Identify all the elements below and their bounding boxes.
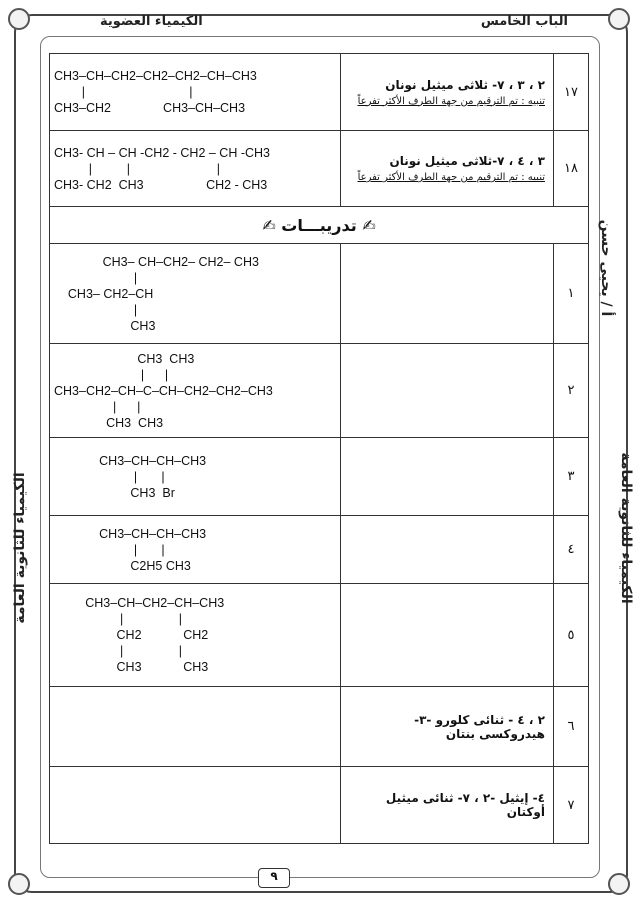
table-row — [50, 54, 589, 131]
table-row — [50, 516, 589, 584]
header-subject: الكيمياء العضوية — [100, 14, 203, 29]
corner-flower-icon — [8, 8, 30, 30]
compound-name: ٢ ، ٣ ، ٧- ثلاثى ميثيل نونان — [385, 77, 545, 92]
trainings-heading: ✍ تدريبـــات ✍ — [50, 207, 589, 244]
compound-name: ٣ ، ٤ ، ٧-ثلاثى ميثيل نونان — [389, 154, 545, 168]
formula-cell — [50, 687, 341, 767]
corner-flower-icon — [8, 873, 30, 895]
sidebar-author: أ / يحيى حسن — [598, 219, 614, 317]
table-row — [50, 687, 589, 767]
table-row — [50, 767, 589, 844]
table-row — [50, 207, 589, 244]
row-number: ٥ — [554, 584, 589, 687]
formula-cell: CH3–CH–CH2–CH–CH3 | | CH2 CH2 | | CH3 CH3 — [50, 584, 341, 687]
name-cell — [341, 516, 554, 584]
table-row — [50, 438, 589, 516]
name-cell — [341, 131, 554, 207]
name-cell: ٢ ، ٤ - ثنائى كلورو -٣- هيدروكسى بنتان — [341, 687, 554, 767]
nomenclature-table — [49, 53, 589, 844]
table-row — [50, 584, 589, 687]
name-cell — [341, 438, 554, 516]
corner-flower-icon — [608, 8, 630, 30]
formula-cell: CH3– CH–CH2– CH2– CH3 | CH3– CH2–CH | CH3 — [50, 244, 341, 344]
table-row — [50, 131, 589, 207]
corner-flower-icon — [608, 873, 630, 895]
row-number: ١٧ — [554, 54, 589, 131]
name-cell: ٤- إيثيل -٢ ، ٧- ثنائى ميثيل أوكتان — [341, 767, 554, 844]
sidebar-course-left: الكيمياء للثانوية العامة — [12, 472, 28, 624]
name-cell — [341, 54, 554, 131]
sidebar-course-right: الكيمياء للثانوية العامة — [618, 452, 634, 604]
page-number: ٩ — [258, 868, 290, 888]
name-cell — [341, 244, 554, 344]
table-row — [50, 344, 589, 438]
formula-cell: CH3–CH–CH–CH3 | | CH3 Br — [50, 438, 341, 516]
formula-cell: CH3–CH–CH–CH3 | | C2H5 CH3 — [50, 516, 341, 584]
row-number: ٢ — [554, 344, 589, 438]
table-row — [50, 244, 589, 344]
name-cell — [341, 344, 554, 438]
row-number: ٧ — [554, 767, 589, 844]
name-cell — [341, 584, 554, 687]
formula-cell — [50, 767, 341, 844]
row-number: ٣ — [554, 438, 589, 516]
note-text: تنبيه : تم الترقيم من جهة الطرف الأكثر تفرعاً — [357, 172, 545, 183]
row-number: ٦ — [554, 687, 589, 767]
formula-cell: CH3- CH – CH -CH2 - CH2 – CH -CH3 | | | CH3- CH2 CH3 CH2 - CH3 — [50, 131, 341, 207]
formula-cell: CH3–CH–CH2–CH2–CH2–CH–CH3 | | CH3–CH2 CH3–CH–CH3 — [50, 54, 341, 131]
row-number: ١٨ — [554, 131, 589, 207]
formula-cell: CH3 CH3 | | CH3–CH2–CH–C–CH–CH2–CH2–CH3 | | CH3 CH3 — [50, 344, 341, 438]
header-chapter: الباب الخامس — [480, 14, 568, 29]
note-text: تنبيه : تم الترقيم من جهة الطرف الأكثر تفرعاً — [357, 95, 545, 107]
row-number: ٤ — [554, 516, 589, 584]
row-number: ١ — [554, 244, 589, 344]
